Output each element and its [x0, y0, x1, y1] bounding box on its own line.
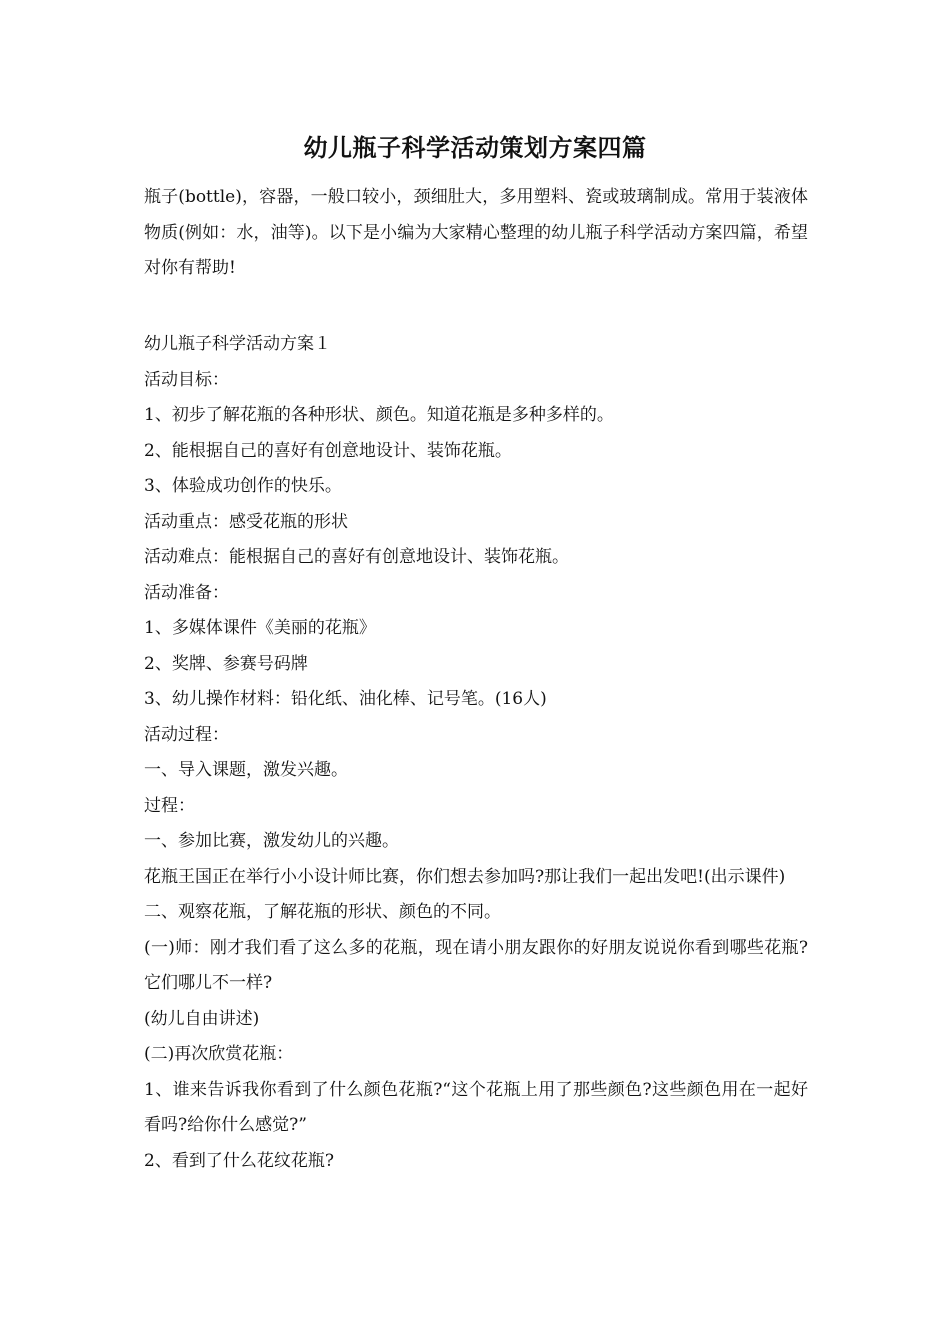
text-line: 2、奖牌、参赛号码牌 [144, 653, 308, 674]
text-line: 活动难点：能根据自己的喜好有创意地设计、装饰花瓶。 [144, 547, 569, 567]
text-line: 1、多媒体课件《美丽的花瓶》 [144, 618, 376, 638]
text-line: 活动目标： [144, 369, 229, 390]
text-line: 3、体验成功创作的快乐。 [144, 476, 342, 496]
text-line: 二、观察花瓶，了解花瓶的形状、颜色的不同。 [144, 902, 501, 922]
text-line: 3、幼儿操作材料：铅化纸、油化棒、记号笔。(16人) [144, 689, 547, 709]
section-heading: 幼儿瓶子科学活动方案１ [144, 334, 331, 354]
text-paragraph: (一)师：刚才我们看了这么多的花瓶，现在请小朋友跟你的好朋友说说你看到哪些花瓶?它们哪儿不一样? [144, 937, 808, 993]
intro-paragraph: 瓶子(bottle)，容器，一般口较小，颈细肚大，多用塑料、瓷或玻璃制成。常用于装液体物质(例如：水，油等)。以下是小编为大家精心整理的幼儿瓶子科学活动方案四篇，希望对你有帮助! [144, 187, 808, 278]
text-line: 过程： [144, 795, 195, 816]
text-line: 2、看到了什么花纹花瓶? [144, 1150, 334, 1171]
text-line: 一、参加比赛，激发幼儿的兴趣。 [144, 831, 399, 851]
text-line: (二)再次欣赏花瓶： [144, 1044, 294, 1064]
text-line: 活动过程： [144, 724, 229, 745]
text-line: 活动准备： [144, 582, 229, 603]
document-title: 幼儿瓶子科学活动策划方案四篇 [303, 133, 647, 162]
text-line: 活动重点：感受花瓶的形状 [144, 511, 348, 532]
text-paragraph: 1、谁来告诉我你看到了什么颜色花瓶?“这个花瓶上用了那些颜色?这些颜色用在一起好看吗?给你什么感觉?” [144, 1079, 808, 1135]
text-line: 2、能根据自己的喜好有创意地设计、装饰花瓶。 [144, 440, 512, 461]
text-line: 一、导入课题，激发兴趣。 [144, 760, 348, 780]
text-line: (幼儿自由讲述) [144, 1008, 260, 1029]
text-paragraph: 花瓶王国正在举行小小设计师比赛，你们想去参加吗?那让我们一起出发吧!(出示课件) [144, 866, 786, 887]
document-body [144, 327, 808, 1179]
text-line: 1、初步了解花瓶的各种形状、颜色。知道花瓶是多种多样的。 [144, 405, 614, 425]
